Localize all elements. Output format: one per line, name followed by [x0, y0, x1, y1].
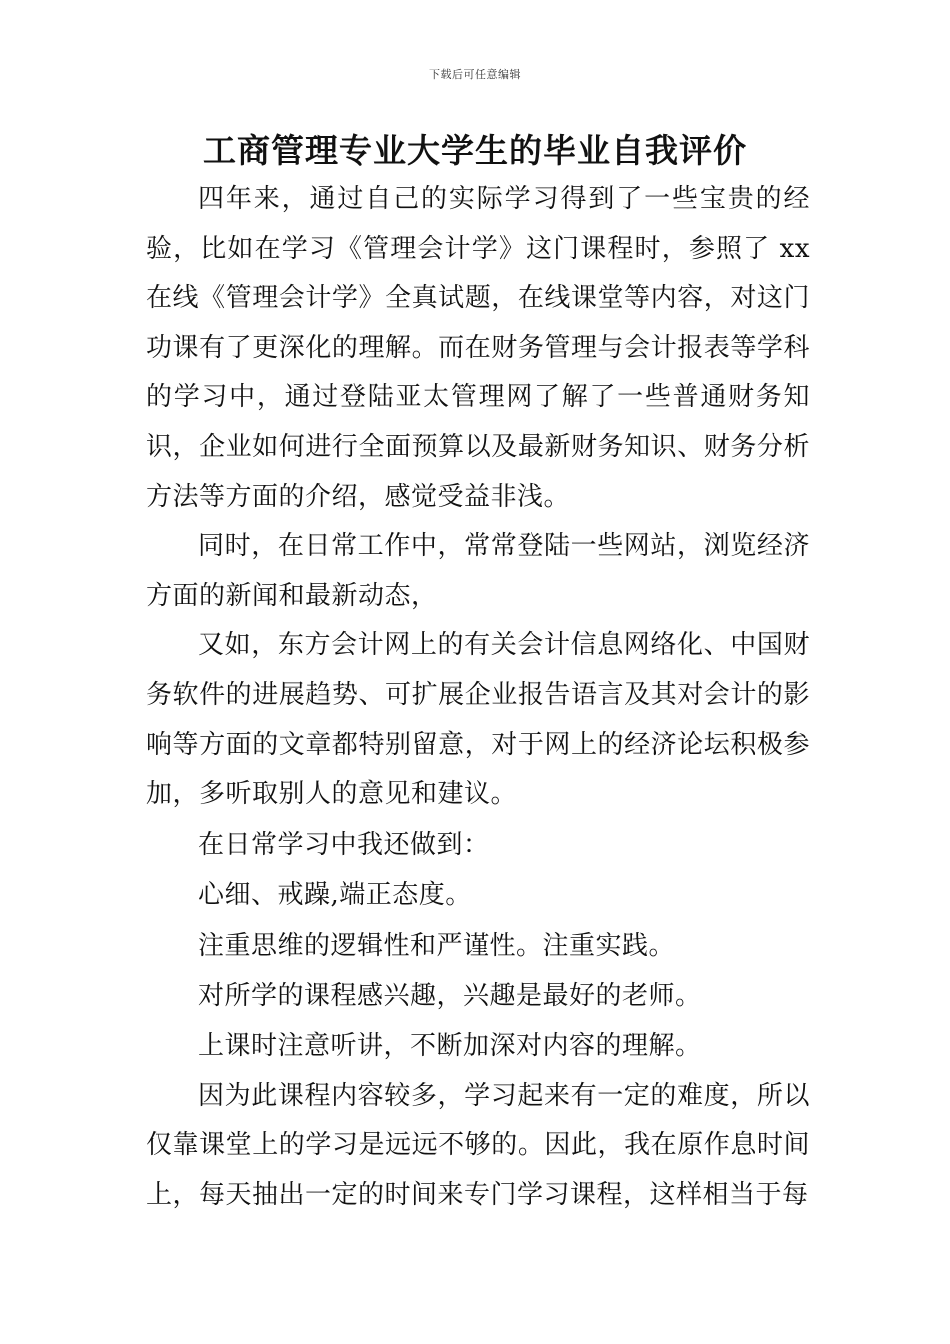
- paragraph-listening: 上课时注意听讲，不断加深对内容的理解。: [198, 1031, 702, 1062]
- paragraph-experience: 四年来，通过自己的实际学习得到了一些宝贵的经验，比如在学习《管理会计学》这门课程时，参照了 xx 在线《管理会计学》全真试题，在线课堂等内容，对这门功课有了更深化的理解。而在财务管理与会计报表等学科的学习中，通过登陆亚太管理网了解了一些普通财务知识，企业如何进行全面预算以及最新财务知识、财务分析方法等方面的介绍，感觉受益非浅。: [146, 184, 810, 512]
- paragraph-extra-study: 因为此课程内容较多，学习起来有一定的难度，所以仅靠课堂上的学习是远远不够的。因此，我在原作息时间上，每天抽出一定的时间来专门学习课程，这样相当于每: [146, 1080, 810, 1210]
- paragraph-interest: 对所学的课程感兴趣，兴趣是最好的老师。: [198, 980, 702, 1011]
- paragraph-attitude: 心细、戒躁,端正态度。: [198, 880, 472, 911]
- document-body: [146, 175, 810, 1221]
- paragraph-daily-work: 同时，在日常工作中，常常登陆一些网站，浏览经济方面的新闻和最新动态，: [146, 531, 810, 611]
- document-title: 工商管理专业大学生的毕业自我评价: [203, 131, 747, 170]
- paragraph-accounting-network: 又如，东方会计网上的有关会计信息网络化、中国财务软件的进展趋势、可扩展企业报告语言及其对会计的影响等方面的文章都特别留意，对于网上的经济论坛积极参加，多听取别人的意见和建议。: [146, 630, 810, 810]
- header-note: 下载后可任意编辑: [429, 68, 521, 81]
- paragraph-study-intro: 在日常学习中我还做到：: [198, 829, 490, 860]
- paragraph-logic: 注重思维的逻辑性和严谨性。注重实践。: [198, 930, 676, 961]
